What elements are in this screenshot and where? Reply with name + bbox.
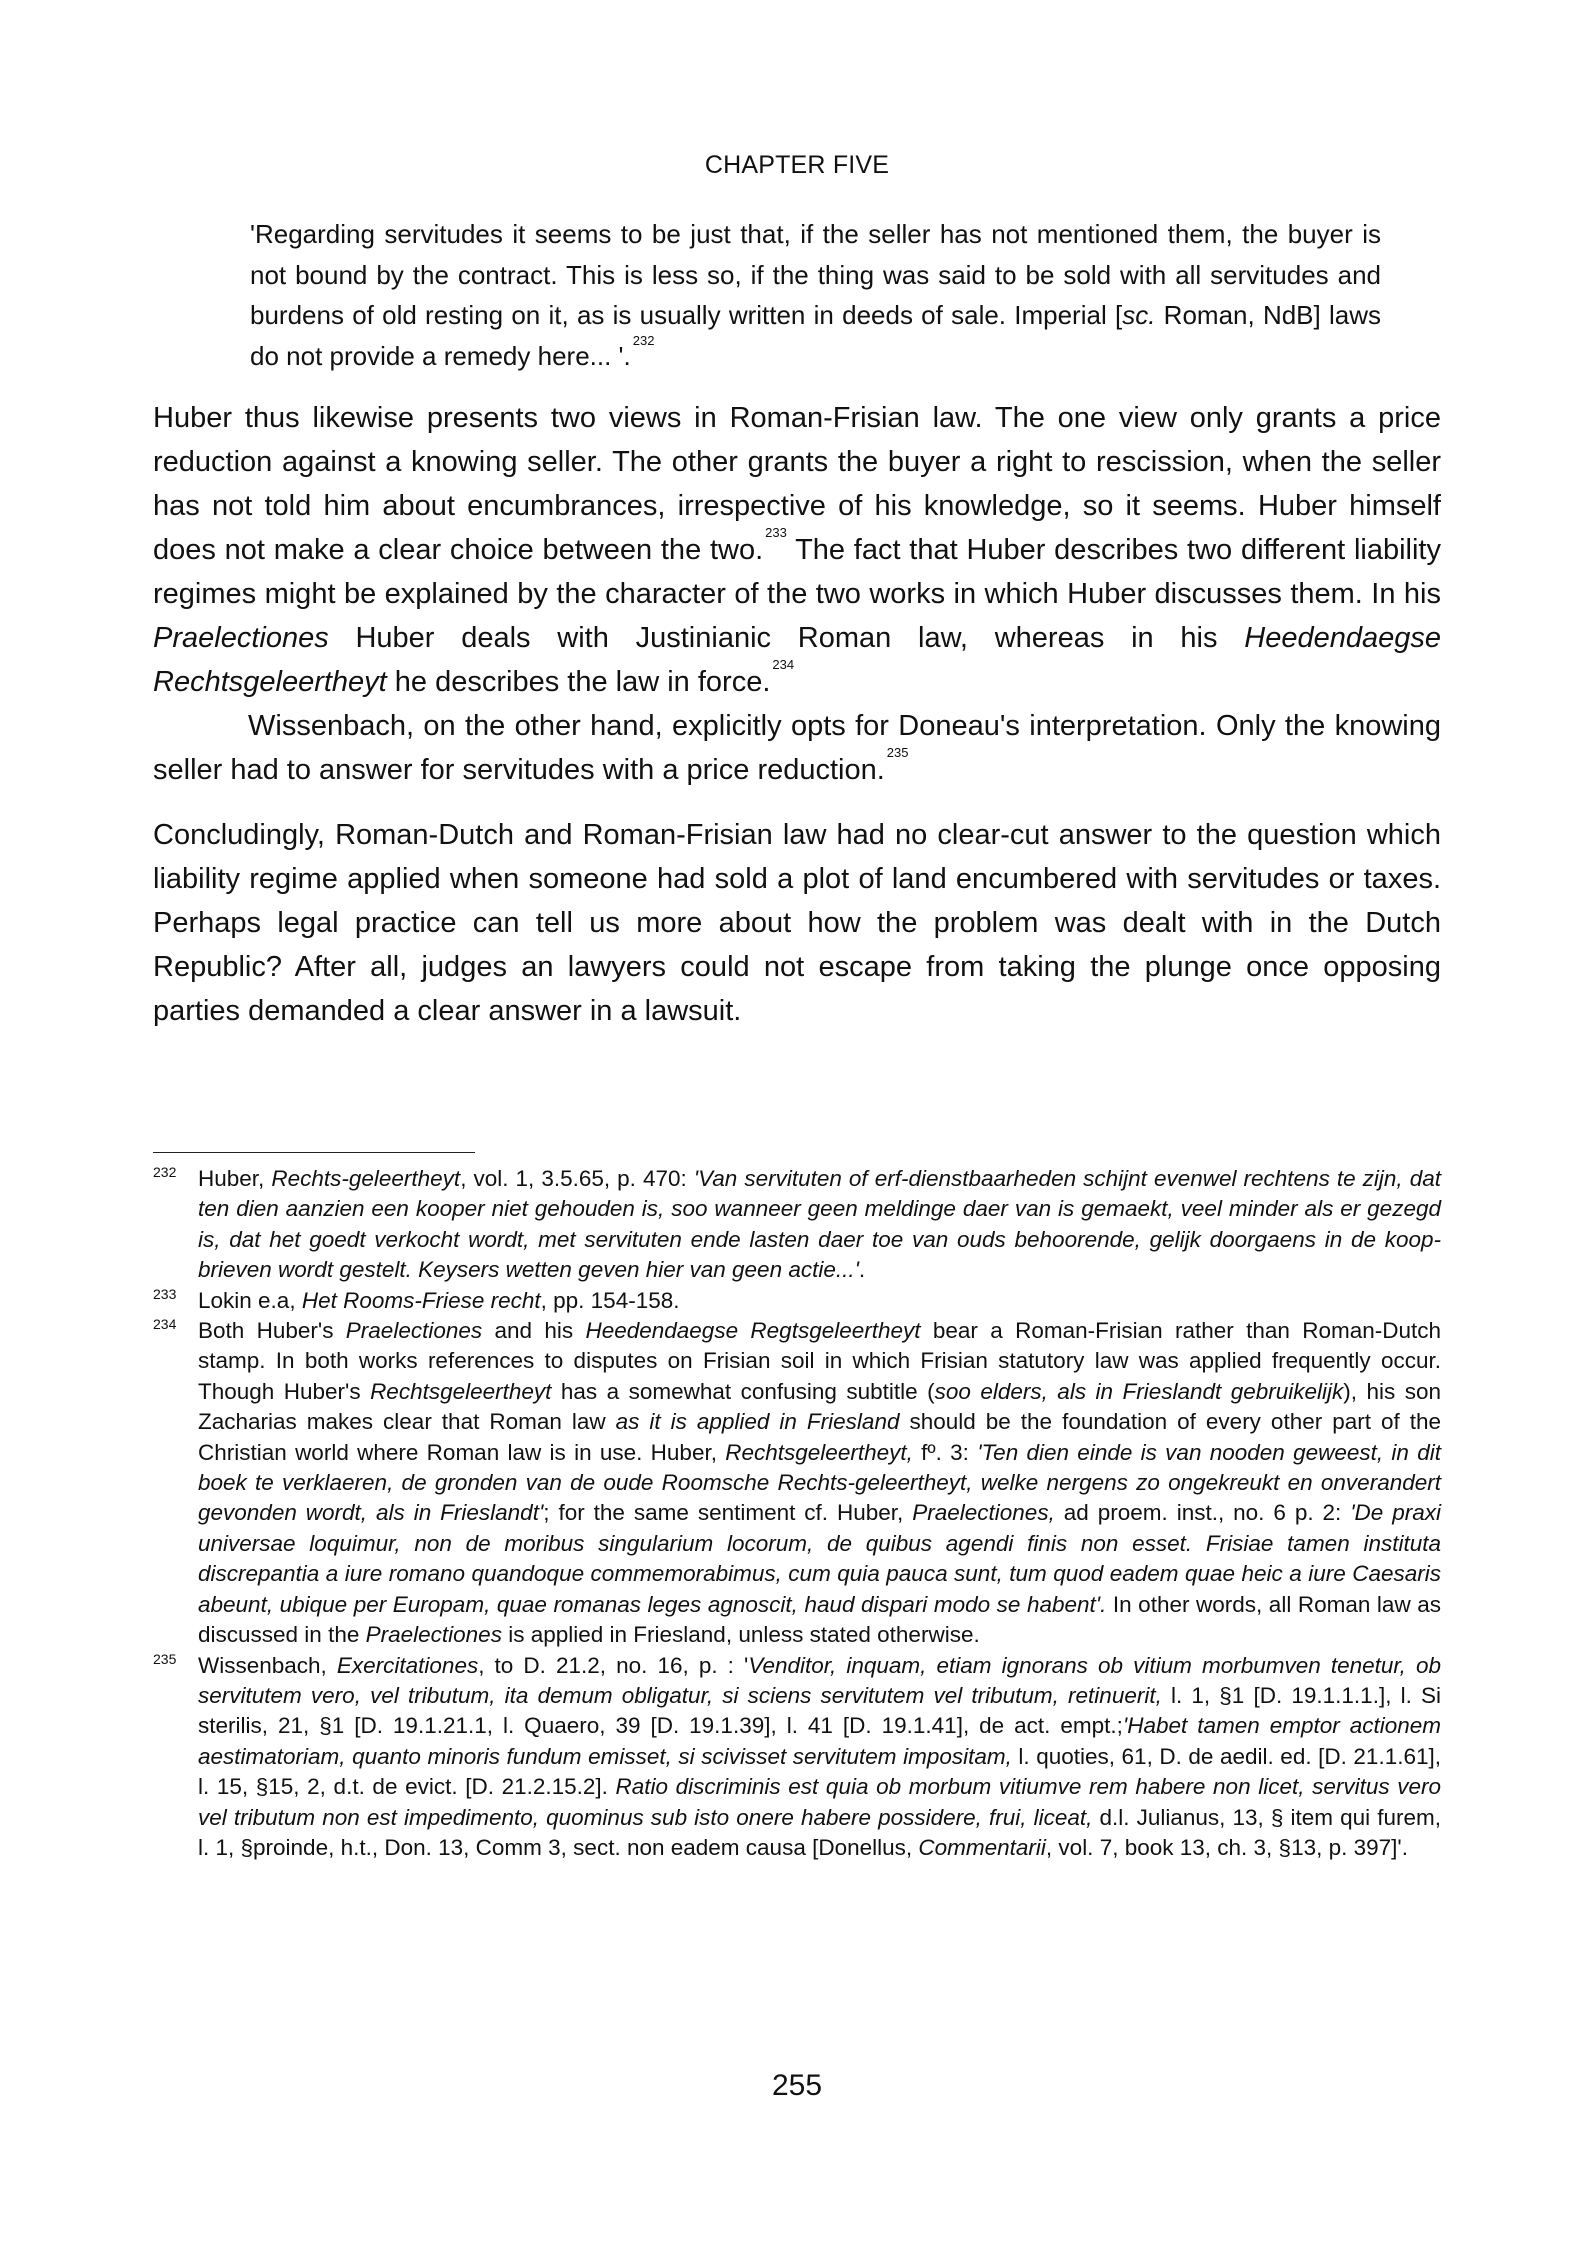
- footnote-text: Lokin e.a, Het Rooms-Friese recht, pp. 154-158.: [198, 1287, 680, 1313]
- italic-text: Ratio discriminis est quia ob morbum vitiumve rem habere non licet, servitus vero vel tributum non est impedimento, quominus sub isto onere habere possidere, frui, liceat,: [198, 1774, 1441, 1830]
- italic-text: Exercitationes: [336, 1652, 479, 1678]
- italic-text: Praelectiones: [365, 1622, 502, 1648]
- italic-text: 'Habet tamen emptor actionem aestimatoriam, quanto minoris fundum emisset, si scivisset servitutem impositam,: [198, 1713, 1441, 1769]
- footnote-reference[interactable]: 234: [772, 657, 795, 672]
- running-head: CHAPTER FIVE: [704, 151, 890, 179]
- italic-text: as it is applied in Friesland: [615, 1409, 900, 1435]
- italic-text: Rechts-geleertheyt: [271, 1166, 461, 1191]
- italic-text: Rechtsgeleertheyt: [370, 1378, 552, 1404]
- footnote-number: 234: [153, 1316, 177, 1333]
- italic-text: Praelectiones,: [912, 1500, 1055, 1526]
- italic-text: sc.: [1122, 300, 1156, 330]
- footnote-reference[interactable]: 235: [886, 745, 909, 760]
- italic-text: 'De praxi universae loquimur, non de moribus singularium locorum, de quibus agendi finis non esset. Frisiae tamen instituta discrepantia a iure romano quandoque commemorabimus, cum quia pauca sunt, tum quod eadem quae heic a iure Caesaris abeunt, ubique per Europam, quae romanas leges agnoscit, haud dispari modo se habent'.: [198, 1500, 1442, 1617]
- footnote-234: [153, 1316, 1441, 1650]
- footnotes: [153, 1164, 1441, 1863]
- italic-text: 'Van servituten of erf-dienstbaarheden schijnt evenwel rechtens te zijn, dat ten dien aanzien een kooper niet gehouden is, soo wanneer geen meldinge daer van is gemaekt, veel minder als er gezegd is, dat het goedt verkocht wordt, met servituten ende lasten daer toe van ouds behoorende, gelijk doorgaens in de koop-brieven wordt gestelt. Keysers wetten geven hier van geen actie...': [198, 1166, 1441, 1283]
- italic-text: Heedendaegse Regtsgeleertheyt: [585, 1318, 921, 1344]
- paragraph-concludingly: Concludingly, Roman-Dutch and Roman-Frisian law had no clear-cut answer to the question which liability regime applied when someone had sold a plot of land encumbered with servitudes or taxes. Perhaps legal practice can tell us more about how the problem was dealt with in the Dutch Republic? After all, judges an lawyers could not escape from taking the plunge once opposing parties demanded a clear answer in a lawsuit.: [153, 819, 1441, 1027]
- block-quote: 'Regarding servitudes it seems to be just that, if the seller has not mentioned them, the buyer is not bound by the contract. This is less so, if the thing was said to be sold with all servitudes and burdens of old resting on it, as is usually written in deeds of sale. Imperial [sc. Roman, NdB] laws do not provide a remedy here... '.$^{232}$: [250, 219, 1382, 371]
- paragraph-wissenbach: Wissenbach, on the other hand, explicitly opts for Doneau's interpretation. Only the knowing seller had to answer for servitudes with a price reduction.$^{235}$: [153, 710, 1441, 786]
- italic-text: soo elders, als in Frieslandt gebruikelijk: [934, 1378, 1344, 1404]
- italic-text: Commentarii: [918, 1834, 1046, 1860]
- footnote-235: [153, 1651, 1441, 1864]
- footnote-reference[interactable]: 233: [765, 525, 787, 540]
- italic-text: 'Ten dien einde is van nooden geweest, in dit boek te verklaeren, de gronden van de oude Roomsche Rechts-geleertheyt, welke nergens zo ongekreukt en onverandert gevonden wordt, als in Frieslandt': [198, 1439, 1441, 1526]
- italic-text: Praelectiones: [345, 1318, 483, 1344]
- footnote-separator: [153, 1152, 475, 1153]
- footnote-232: [153, 1164, 1441, 1286]
- footnote-number: 235: [153, 1650, 177, 1667]
- footnote-reference[interactable]: 232: [632, 332, 655, 348]
- paragraph-huber-two-views: Huber thus likewise presents two views in Roman-Frisian law. The one view only grants a price reduction against a knowing seller. The other grants the buyer a right to rescission, when the seller has not told him about encumbrances, irrespective of his knowledge, so it seems. Huber himself does not make a clear choice between the two.$^{233}$ The fact that Huber describes two different liability regimes might be explained by the character of the two works in which Huber discusses them. In his Praelectiones Huber deals with Justinianic Roman law, whereas in his Heedendaegse Rechtsgeleertheyt he describes the law in force.$^{234}$: [153, 402, 1441, 698]
- footnote-text: Wissenbach, Exercitationes, to D. 21.2, no. 16, p. : 'Venditor, inquam, etiam ignorans ob vitium morbumven tenetur, ob servitutem vero, vel tributum, ita demum obligatur, si sciens servitutem vel tributum, retinuerit, l. 1, §1 [D. 19.1.1.1.], l. Si sterilis, 21, §1 [D. 19.1.21.1, l. Quaero, 39 [D. 19.1.39], l. 41 [D. 19.1.41], de act. empt.;'Habet tamen emptor actionem aestimatoriam, quanto minoris fundum emisset, si scivisset servitutem impositam, l. quoties, 61, D. de aedil. ed. [D. 21.1.61], l. 15, §15, 2, d.t. de evict. [D. 21.2.15.2]. Ratio discriminis est quia ob morbum vitiumve rem habere non licet, servitus vero vel tributum non est impedimento, quominus sub isto onere habere possidere, frui, liceat, d.l. Julianus, 13, § item qui furem, l. 1, §proinde, h.t., Don. 13, Comm 3, sect. non eadem causa [Donellus, Commentarii, vol. 7, book 13, ch. 3, §13, p. 397]'.: [198, 1652, 1441, 1860]
- italic-text: Rechtsgeleertheyt,: [725, 1439, 913, 1465]
- footnote-text: Both Huber's Praelectiones and his Heedendaegse Regtsgeleertheyt bear a Roman-Frisian rather than Roman-Dutch stamp. In both works references to disputes on Frisian soil in which Frisian statutory law was applied frequently occur. Though Huber's Rechtsgeleertheyt has a somewhat confusing subtitle (soo elders, als in Frieslandt gebruikelijk), his son Zacharias makes clear that Roman law as it is applied in Friesland should be the foundation of every other part of the Christian world where Roman law is in use. Huber, Rechtsgeleertheyt, fº. 3: 'Ten dien einde is van nooden geweest, in dit boek te verklaeren, de gronden van de oude Roomsche Rechts-geleertheyt, welke nergens zo ongekreukt en onverandert gevonden wordt, als in Frieslandt'; for the same sentiment cf. Huber, Praelectiones, ad proem. inst., no. 6 p. 2: 'De praxi universae loquimur, non de moribus singularium locorum, de quibus agendi finis non esset. Frisiae tamen instituta discrepantia a iure romano quandoque commemorabimus, cum quia pauca sunt, tum quod eadem quae heic a iure Caesaris abeunt, ubique per Europam, quae romanas leges agnoscit, haud dispari modo se habent'. In other words, all Roman law as discussed in the Praelectiones is applied in Friesland, unless stated otherwise.: [198, 1318, 1442, 1648]
- italic-text: Heedendaegse Rechtsgeleertheyt: [153, 622, 1441, 698]
- italic-text: Praelectiones: [153, 622, 329, 654]
- italic-text: Het Rooms-Friese recht: [301, 1287, 541, 1313]
- footnote-number: 232: [153, 1164, 177, 1180]
- italic-text: Venditor, inquam, etiam ignorans ob vitium morbumven tenetur, ob servitutem vero, vel tributum, ita demum obligatur, si sciens servitutem vel tributum, retinuerit,: [198, 1652, 1441, 1708]
- footnote-233: [153, 1286, 1441, 1316]
- footnote-text: Huber, Rechts-geleertheyt, vol. 1, 3.5.65, p. 470: 'Van servituten of erf-dienstbaarheden schijnt evenwel rechtens te zijn, dat ten dien aanzien een kooper niet gehouden is, soo wanneer geen meldinge daer van is gemaekt, veel minder als er gezegd is, dat het goedt verkocht wordt, met servituten ende lasten daer toe van ouds behoorende, gelijk doorgaens in de koop-brieven wordt gestelt. Keysers wetten geven hier van geen actie...'.: [198, 1166, 1441, 1283]
- footnote-number: 233: [153, 1285, 177, 1302]
- page-number: 255: [771, 2069, 823, 2102]
- main-text: [153, 396, 1441, 1033]
